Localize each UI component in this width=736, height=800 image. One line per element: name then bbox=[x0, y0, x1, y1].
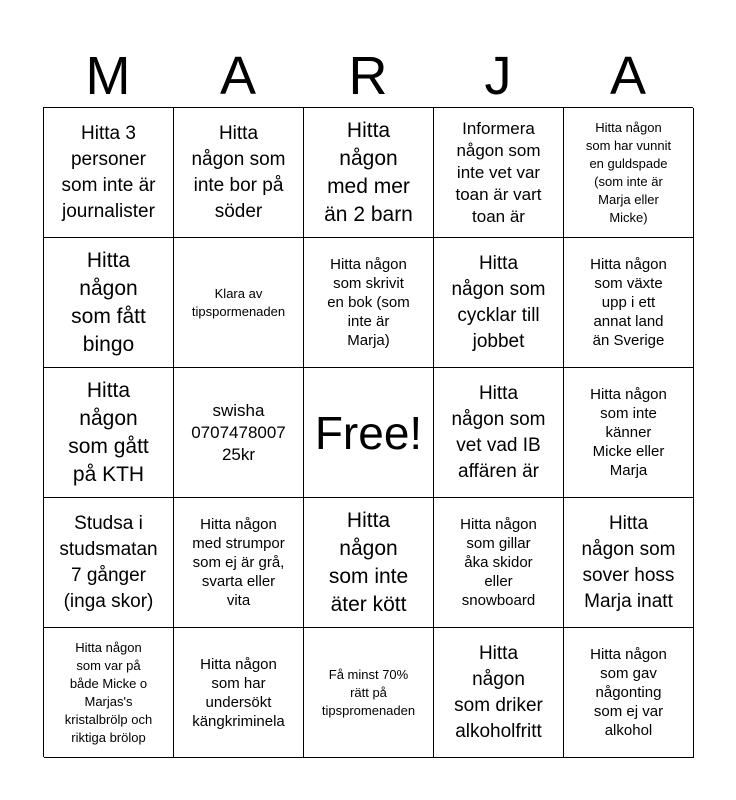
cell-text: Hitta någon som inte bor på söder bbox=[191, 122, 286, 222]
cell-text: Få minst 70% rätt på tipspromenaden bbox=[321, 666, 416, 718]
cell-text: Hitta någon som skrivit en bok (som inte är Marja) bbox=[327, 256, 410, 349]
bingo-grid bbox=[43, 107, 693, 757]
cell-text: Hitta någon som driker alkoholfritt bbox=[454, 642, 543, 742]
title-letter: A bbox=[609, 46, 647, 106]
bingo-cell[interactable] bbox=[304, 238, 434, 368]
cell-text: Hitta någon som inte känner Micke eller Marja bbox=[590, 386, 667, 479]
cell-text: Hitta någon som inte äter kött bbox=[328, 508, 409, 616]
bingo-cell[interactable] bbox=[44, 238, 174, 368]
bingo-cell[interactable] bbox=[434, 628, 564, 758]
cell-text: Hitta någon som sover hoss Marja inatt bbox=[581, 512, 676, 612]
cell-text: Hitta någon som cycklar till jobbet bbox=[451, 252, 546, 352]
cell-text: Hitta någon som var på både Micke o Marjas's kristalbrölp och riktiga brölop bbox=[64, 639, 153, 745]
cell-text: Hitta någon som fått bingo bbox=[71, 248, 146, 356]
bingo-cell[interactable] bbox=[174, 628, 304, 758]
bingo-cell[interactable] bbox=[174, 238, 304, 368]
title-letter: M bbox=[85, 46, 131, 106]
bingo-cell[interactable] bbox=[564, 238, 694, 368]
free-text: Free! bbox=[314, 406, 423, 459]
bingo-cell[interactable] bbox=[564, 628, 694, 758]
cell-text: Hitta någon med strumpor som ej är grå, svarta eller vita bbox=[192, 516, 285, 609]
bingo-cell[interactable] bbox=[434, 238, 564, 368]
bingo-cell[interactable] bbox=[304, 498, 434, 628]
cell-text: Studsa i studsmatan 7 gånger (inga skor) bbox=[59, 512, 158, 612]
bingo-cell[interactable] bbox=[564, 368, 694, 498]
bingo-cell[interactable] bbox=[434, 498, 564, 628]
bingo-cell[interactable] bbox=[564, 108, 694, 238]
cell-text: Hitta någon som växte upp i ett annat land än Sverige bbox=[590, 256, 667, 349]
bingo-cell[interactable] bbox=[434, 108, 564, 238]
cell-text: Informera någon som inte vet var toan är vart toan är bbox=[455, 118, 542, 226]
cell-text: Hitta någon som gillar åka skidor eller snowboard bbox=[460, 516, 537, 609]
title-letter: A bbox=[219, 46, 257, 106]
bingo-cell[interactable] bbox=[174, 108, 304, 238]
cell-text: Hitta 3 personer som inte är journalister bbox=[61, 122, 156, 222]
cell-text: Hitta någon med mer än 2 barn bbox=[324, 118, 413, 226]
cell-text: Klara av tipspormenaden bbox=[191, 285, 286, 319]
bingo-cell[interactable] bbox=[174, 368, 304, 498]
bingo-cell[interactable] bbox=[44, 628, 174, 758]
bingo-cell[interactable] bbox=[44, 108, 174, 238]
cell-text: Hitta någon som gav någonting som ej var alkohol bbox=[590, 646, 667, 739]
cell-text: swisha 0707478007 25kr bbox=[191, 400, 286, 464]
bingo-cell[interactable] bbox=[44, 498, 174, 628]
title-letter: J bbox=[484, 46, 512, 106]
cell-text: Hitta någon som vet vad IB affären är bbox=[451, 382, 546, 482]
bingo-title bbox=[43, 46, 693, 106]
title-letter: R bbox=[348, 46, 388, 106]
cell-text: Hitta någon som gått på KTH bbox=[68, 378, 149, 486]
bingo-cell[interactable] bbox=[304, 628, 434, 758]
free-cell[interactable] bbox=[304, 368, 434, 498]
bingo-cell[interactable] bbox=[174, 498, 304, 628]
cell-text: Hitta någon som har undersökt kängkriminela bbox=[192, 655, 285, 730]
bingo-cell[interactable] bbox=[304, 108, 434, 238]
bingo-cell[interactable] bbox=[564, 498, 694, 628]
bingo-cell[interactable] bbox=[434, 368, 564, 498]
cell-text: Hitta någon som har vunnit en guldspade (som inte är Marja eller Micke) bbox=[585, 119, 672, 225]
bingo-cell[interactable] bbox=[44, 368, 174, 498]
